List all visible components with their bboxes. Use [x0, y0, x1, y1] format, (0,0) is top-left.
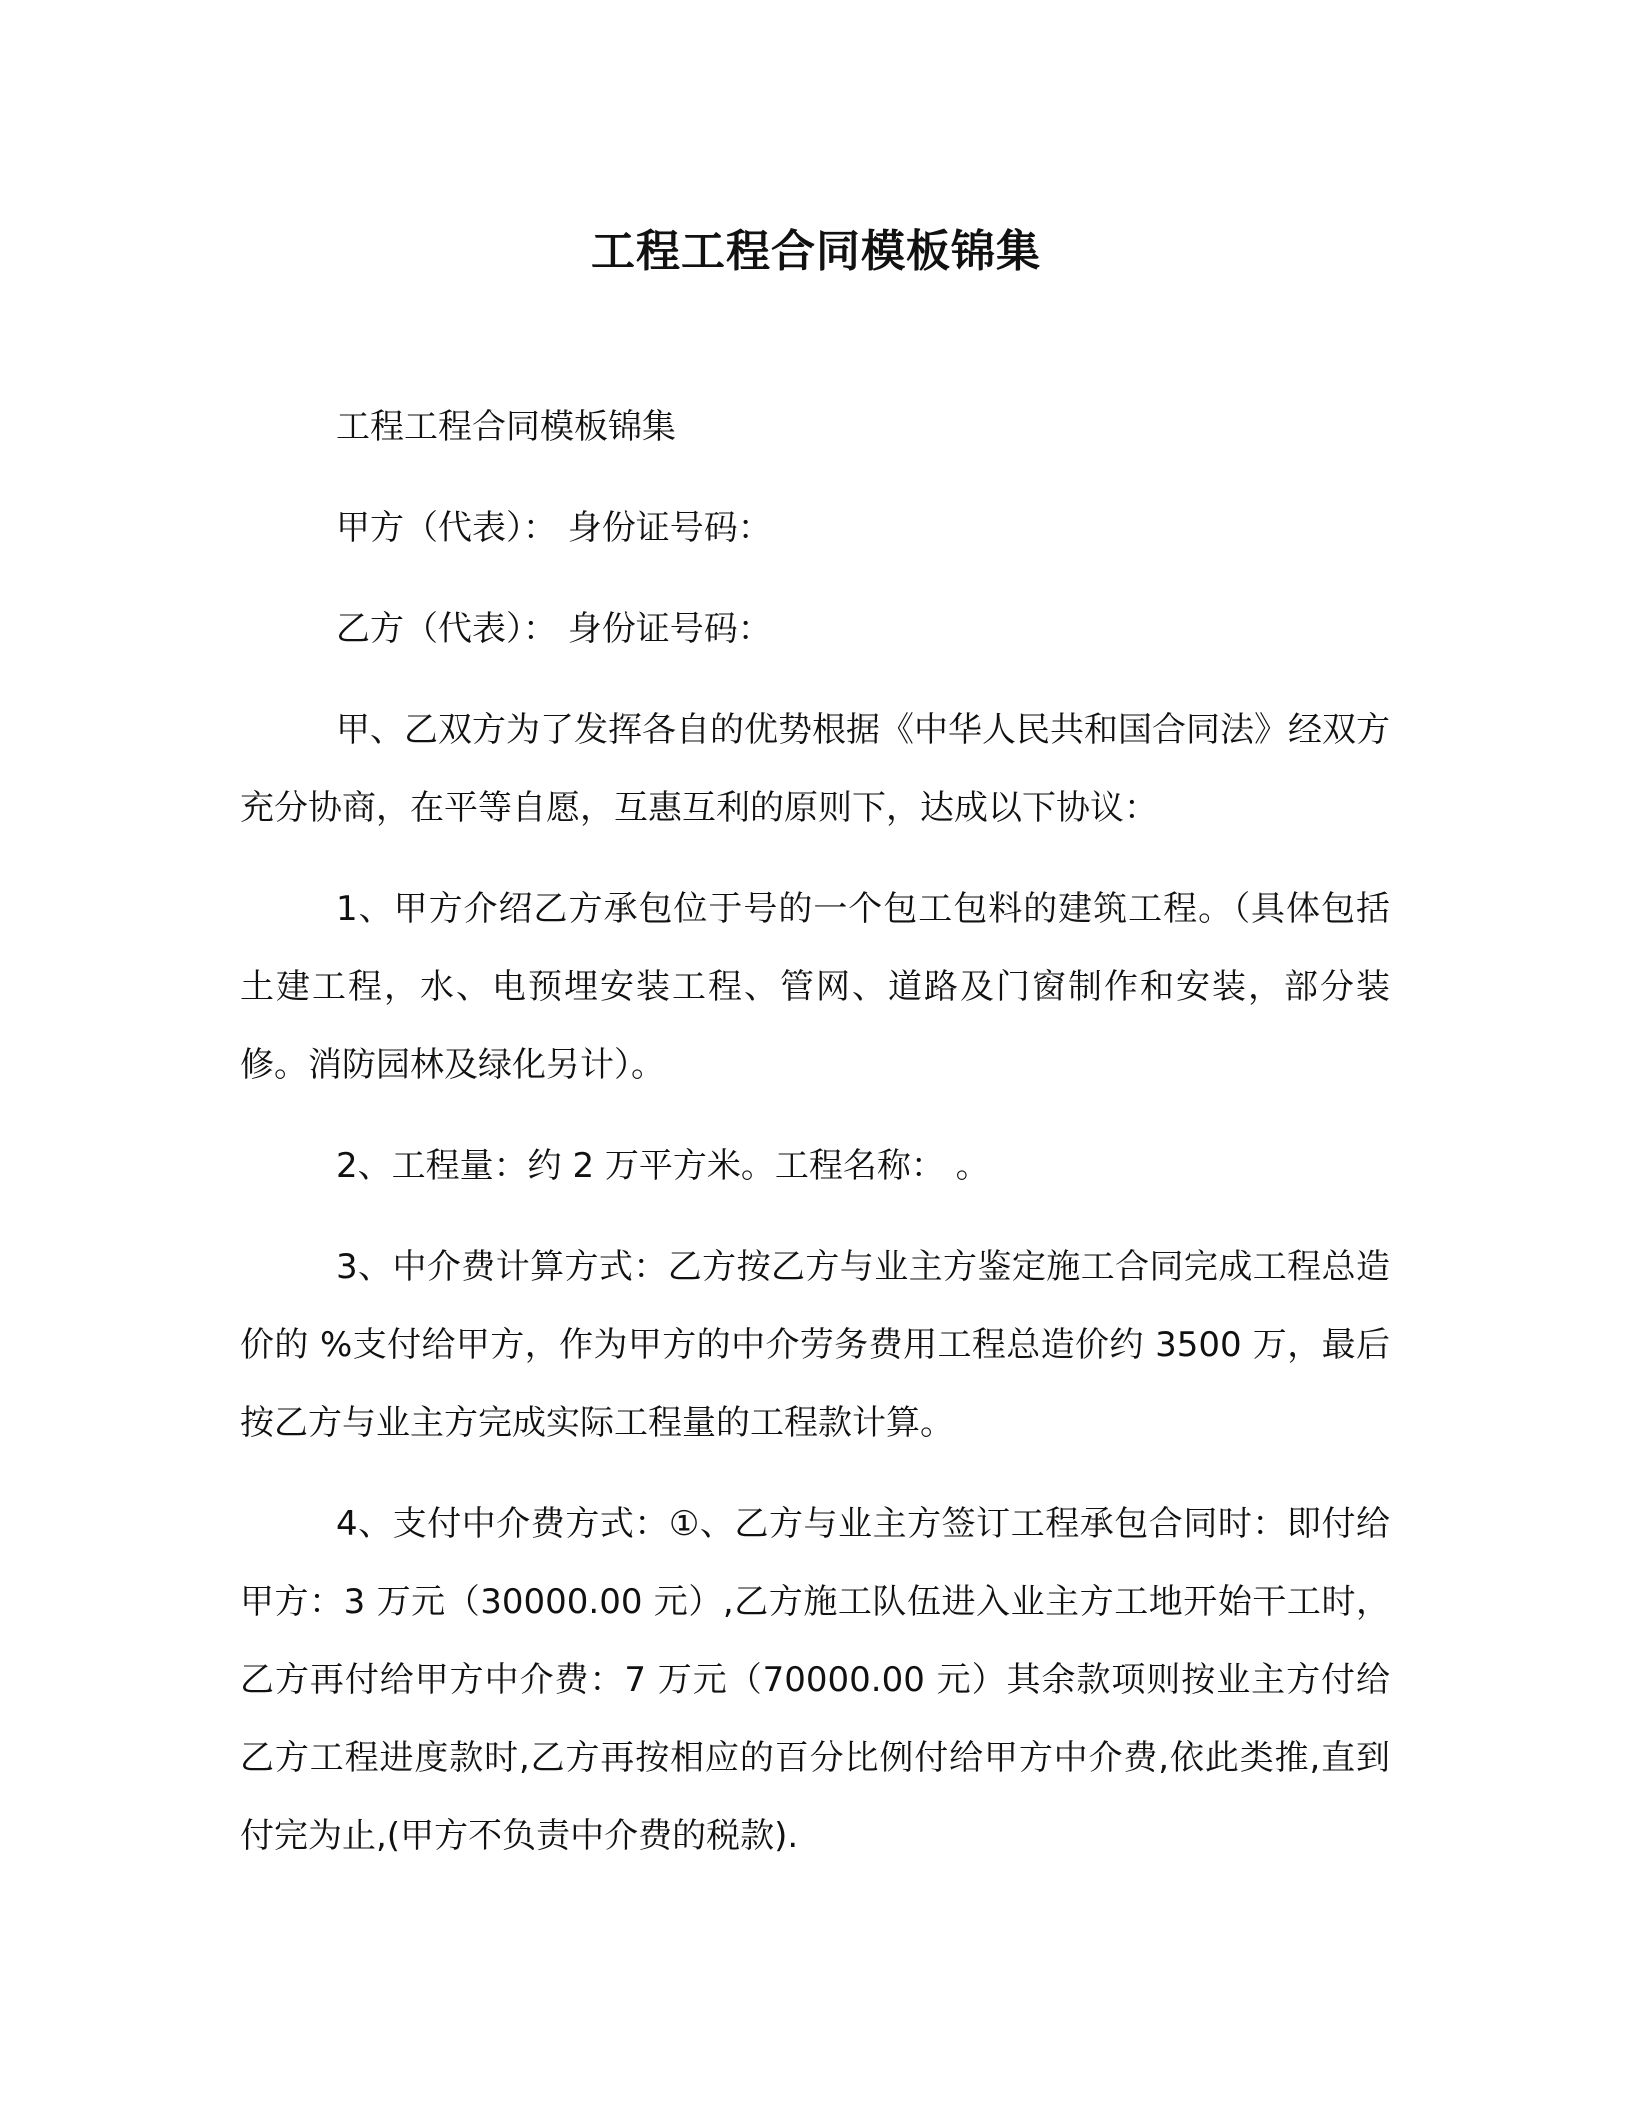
paragraph-party-b: 乙方（代表）： 身份证号码： [336, 609, 772, 649]
paragraph-clause-1: 1、甲方介绍乙方承包位于号的一个包工包料的建筑工程。（具体包括土建工程，水、电预埋安装工程、管网、道路及门窗制作和安装，部分装修。消防园林及绿化另计）。 [240, 889, 1390, 1085]
document-title: 工程工程合同模板锦集 [591, 226, 1041, 277]
paragraph-clause-3: 3、中介费计算方式：乙方按乙方与业主方鉴定施工合同完成工程总造价的 %支付给甲方，作为甲方的中介劳务费用工程总造价约 3500 万，最后按乙方与业主方完成实际工程量的工程款计算。 [240, 1247, 1390, 1443]
paragraph-subtitle: 工程工程合同模板锦集 [336, 407, 676, 447]
paragraph-clause-4: 4、支付中介费方式：①、乙方与业主方签订工程承包合同时：即付给甲方：3 万元（30000.00 元）,乙方施工队伍进入业主方工地开始干工时，乙方再付给甲方中介费：7 万元（70000.00 元）其余款项则按业主方付给乙方工程进度款时,乙方再按相应的百分比例付给甲方中介费,依此类推,直到付完为止,(甲方不负责中介费的税款). [240, 1504, 1390, 1856]
paragraph-clause-2: 2、工程量：约 2 万平方米。工程名称： 。 [336, 1146, 990, 1186]
document-body [240, 388, 1390, 1898]
paragraph-preamble: 甲、乙双方为了发挥各自的优势根据《中华人民共和国合同法》经双方充分协商，在平等自愿，互惠互利的原则下，达成以下协议： [240, 710, 1390, 828]
paragraph-party-a: 甲方（代表）： 身份证号码： [336, 508, 772, 548]
